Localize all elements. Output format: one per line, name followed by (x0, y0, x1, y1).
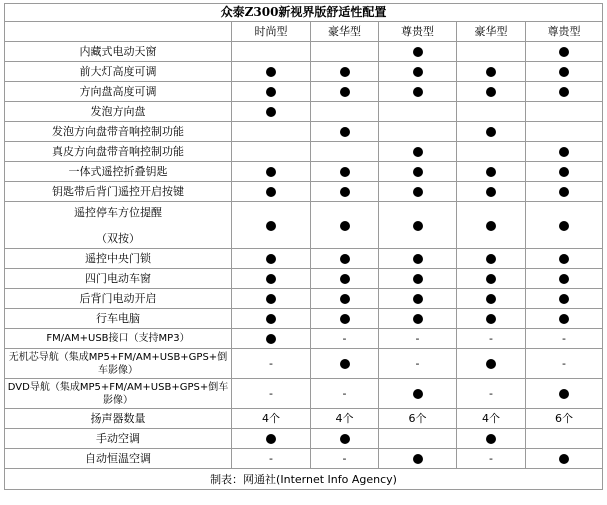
table-row (5, 202, 603, 249)
feature-label: FM/AM+USB接口（支持MP3） (5, 329, 232, 349)
feature-cell (457, 269, 526, 289)
feature-cell (457, 122, 526, 142)
table-row (5, 379, 603, 409)
feature-cell (311, 289, 379, 309)
included-dot-icon (413, 389, 423, 399)
table-row (5, 142, 603, 162)
feature-cell (232, 42, 311, 62)
feature-cell (457, 249, 526, 269)
included-dot-icon (266, 274, 276, 284)
feature-label: 发泡方向盘 (5, 102, 232, 122)
feature-cell (379, 269, 457, 289)
feature-label: 无机芯导航（集成MP5+FM/AM+USB+GPS+倒车影像） (5, 349, 232, 379)
included-dot-icon (340, 167, 350, 177)
feature-cell (526, 142, 603, 162)
feature-label: 四门电动车窗 (5, 269, 232, 289)
feature-cell (232, 142, 311, 162)
feature-cell: - (379, 329, 457, 349)
included-dot-icon (340, 87, 350, 97)
feature-cell (457, 62, 526, 82)
feature-cell (526, 449, 603, 469)
feature-cell (311, 429, 379, 449)
included-dot-icon (340, 434, 350, 444)
feature-cell (379, 202, 457, 249)
feature-cell (311, 82, 379, 102)
included-dot-icon (559, 147, 569, 157)
included-dot-icon (486, 221, 496, 231)
included-dot-icon (340, 254, 350, 264)
header-row (5, 22, 603, 42)
feature-cell (379, 82, 457, 102)
feature-cell: 4个 (457, 409, 526, 429)
feature-cell: - (311, 329, 379, 349)
included-dot-icon (340, 294, 350, 304)
feature-cell (232, 329, 311, 349)
feature-cell (526, 289, 603, 309)
feature-cell (526, 269, 603, 289)
feature-cell (526, 379, 603, 409)
feature-cell (311, 142, 379, 162)
feature-cell: - (379, 349, 457, 379)
feature-cell (526, 182, 603, 202)
feature-label: 遥控停车方位提醒 （双按） (5, 202, 232, 249)
feature-cell (379, 289, 457, 309)
included-dot-icon (340, 187, 350, 197)
feature-cell (311, 122, 379, 142)
table-row (5, 249, 603, 269)
included-dot-icon (266, 254, 276, 264)
feature-cell (526, 122, 603, 142)
feature-cell (232, 122, 311, 142)
included-dot-icon (266, 107, 276, 117)
feature-cell (379, 379, 457, 409)
included-dot-icon (486, 314, 496, 324)
table-row (5, 289, 603, 309)
included-dot-icon (340, 221, 350, 231)
feature-cell (526, 309, 603, 329)
included-dot-icon (413, 147, 423, 157)
feature-cell (457, 289, 526, 309)
included-dot-icon (413, 87, 423, 97)
included-dot-icon (486, 254, 496, 264)
included-dot-icon (486, 67, 496, 77)
feature-cell (232, 102, 311, 122)
included-dot-icon (559, 187, 569, 197)
feature-cell: - (232, 349, 311, 379)
feature-cell (232, 202, 311, 249)
feature-label: 钥匙带后背门遥控开启按键 (5, 182, 232, 202)
feature-cell: 6个 (526, 409, 603, 429)
included-dot-icon (413, 167, 423, 177)
config-table (4, 3, 603, 490)
table-row (5, 449, 603, 469)
feature-cell (311, 42, 379, 62)
feature-label: 真皮方向盘带音响控制功能 (5, 142, 232, 162)
included-dot-icon (559, 254, 569, 264)
included-dot-icon (486, 359, 496, 369)
feature-cell (379, 102, 457, 122)
header-blank (5, 22, 232, 42)
table-row (5, 409, 603, 429)
feature-cell: - (526, 329, 603, 349)
feature-cell (379, 449, 457, 469)
table-row (5, 309, 603, 329)
feature-cell (379, 142, 457, 162)
spec-table-container (4, 3, 602, 502)
included-dot-icon (340, 314, 350, 324)
table-row (5, 182, 603, 202)
feature-label: DVD导航（集成MP5+FM/AM+USB+GPS+倒车影像） (5, 379, 232, 409)
feature-cell: - (457, 449, 526, 469)
table-title: 众泰Z300新视界版舒适性配置 (5, 4, 603, 22)
included-dot-icon (559, 389, 569, 399)
feature-cell (526, 429, 603, 449)
included-dot-icon (486, 167, 496, 177)
table-row (5, 349, 603, 379)
feature-cell: - (232, 379, 311, 409)
feature-cell: - (311, 379, 379, 409)
included-dot-icon (486, 294, 496, 304)
feature-cell (232, 182, 311, 202)
feature-cell: 4个 (311, 409, 379, 429)
included-dot-icon (559, 47, 569, 57)
feature-cell (311, 349, 379, 379)
column-header: 豪华型 (457, 22, 526, 42)
feature-cell (457, 142, 526, 162)
included-dot-icon (266, 167, 276, 177)
included-dot-icon (266, 294, 276, 304)
feature-cell (526, 62, 603, 82)
included-dot-icon (559, 67, 569, 77)
feature-label: 一体式遥控折叠钥匙 (5, 162, 232, 182)
included-dot-icon (266, 67, 276, 77)
column-header: 尊贵型 (379, 22, 457, 42)
included-dot-icon (340, 359, 350, 369)
feature-cell (232, 82, 311, 102)
included-dot-icon (486, 127, 496, 137)
feature-cell (311, 249, 379, 269)
feature-cell (457, 82, 526, 102)
feature-cell (526, 102, 603, 122)
feature-cell (457, 309, 526, 329)
included-dot-icon (413, 221, 423, 231)
footer-row (5, 469, 603, 490)
column-header: 豪华型 (311, 22, 379, 42)
feature-cell (379, 429, 457, 449)
feature-label: 后背门电动开启 (5, 289, 232, 309)
feature-cell (311, 202, 379, 249)
feature-cell (311, 62, 379, 82)
table-row (5, 62, 603, 82)
included-dot-icon (413, 294, 423, 304)
included-dot-icon (340, 127, 350, 137)
table-row (5, 42, 603, 62)
feature-label: 扬声器数量 (5, 409, 232, 429)
feature-cell (232, 269, 311, 289)
feature-cell: - (526, 349, 603, 379)
feature-label: 行车电脑 (5, 309, 232, 329)
included-dot-icon (486, 87, 496, 97)
feature-cell (311, 102, 379, 122)
feature-cell (457, 182, 526, 202)
included-dot-icon (413, 274, 423, 284)
included-dot-icon (559, 314, 569, 324)
included-dot-icon (413, 47, 423, 57)
feature-label: 手动空调 (5, 429, 232, 449)
included-dot-icon (266, 334, 276, 344)
feature-cell (232, 249, 311, 269)
feature-cell (232, 309, 311, 329)
feature-cell (379, 42, 457, 62)
feature-cell (457, 162, 526, 182)
feature-cell: - (232, 449, 311, 469)
feature-label: 前大灯高度可调 (5, 62, 232, 82)
feature-cell (232, 62, 311, 82)
column-header: 尊贵型 (526, 22, 603, 42)
column-header: 时尚型 (232, 22, 311, 42)
included-dot-icon (413, 187, 423, 197)
included-dot-icon (559, 294, 569, 304)
footer-credit: 制表：网通社(Internet Info Agency) (5, 469, 603, 490)
included-dot-icon (266, 187, 276, 197)
included-dot-icon (266, 314, 276, 324)
table-row (5, 122, 603, 142)
feature-label: 发泡方向盘带音响控制功能 (5, 122, 232, 142)
included-dot-icon (486, 274, 496, 284)
feature-cell (526, 82, 603, 102)
feature-cell (311, 309, 379, 329)
feature-cell (526, 202, 603, 249)
included-dot-icon (413, 314, 423, 324)
feature-cell (379, 182, 457, 202)
feature-cell (232, 429, 311, 449)
feature-cell (311, 162, 379, 182)
included-dot-icon (559, 274, 569, 284)
table-row (5, 82, 603, 102)
included-dot-icon (266, 221, 276, 231)
feature-label: 遥控中央门锁 (5, 249, 232, 269)
included-dot-icon (559, 221, 569, 231)
feature-cell (526, 249, 603, 269)
included-dot-icon (559, 87, 569, 97)
table-row (5, 162, 603, 182)
included-dot-icon (340, 67, 350, 77)
feature-cell: - (311, 449, 379, 469)
feature-cell (526, 42, 603, 62)
table-row (5, 102, 603, 122)
feature-cell (457, 102, 526, 122)
included-dot-icon (559, 167, 569, 177)
table-row (5, 329, 603, 349)
included-dot-icon (486, 187, 496, 197)
feature-cell: - (457, 379, 526, 409)
included-dot-icon (413, 254, 423, 264)
feature-label: 自动恒温空调 (5, 449, 232, 469)
feature-cell (526, 162, 603, 182)
included-dot-icon (266, 87, 276, 97)
feature-cell (457, 349, 526, 379)
feature-label: 内藏式电动天窗 (5, 42, 232, 62)
feature-cell (457, 42, 526, 62)
included-dot-icon (266, 434, 276, 444)
included-dot-icon (413, 67, 423, 77)
feature-cell (311, 182, 379, 202)
feature-cell (457, 202, 526, 249)
table-row (5, 429, 603, 449)
feature-cell (379, 122, 457, 142)
feature-cell (232, 162, 311, 182)
feature-label: 方向盘高度可调 (5, 82, 232, 102)
included-dot-icon (559, 454, 569, 464)
included-dot-icon (340, 274, 350, 284)
feature-cell: - (457, 329, 526, 349)
included-dot-icon (486, 434, 496, 444)
table-row (5, 269, 603, 289)
feature-cell (379, 249, 457, 269)
feature-cell (379, 162, 457, 182)
feature-cell (379, 309, 457, 329)
feature-cell (457, 429, 526, 449)
feature-cell (232, 289, 311, 309)
included-dot-icon (413, 454, 423, 464)
feature-cell (311, 269, 379, 289)
feature-cell: 4个 (232, 409, 311, 429)
feature-cell: 6个 (379, 409, 457, 429)
feature-cell (379, 62, 457, 82)
